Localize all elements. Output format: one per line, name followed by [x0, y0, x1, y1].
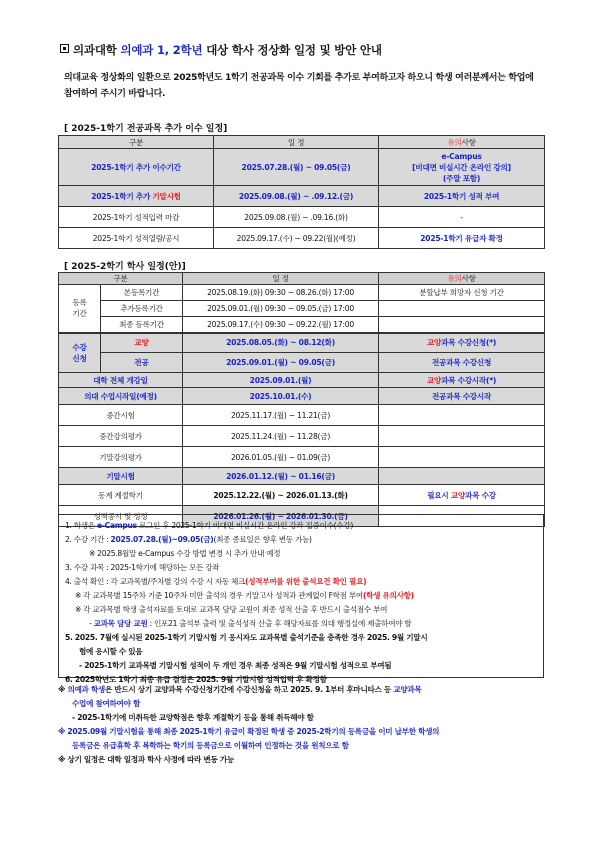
- section2-heading: [ 2025-2학기 학사 일정(안)]: [64, 262, 186, 272]
- course-group-cell: 수강 신청: [59, 333, 101, 373]
- table-row: 대학 전체 개강일 2025.09.01.(월) 교양과목 수강시작(*): [59, 373, 545, 388]
- footer-note-1: ※ 의예과 학생은 반드시 상기 교양과목 수강신청기간에 수강신청을 하고 2025. 9. 1부터 후마니타스 등 교양과목: [58, 685, 422, 694]
- note-1: 1. 학생은 e-Campus 로그인 후 2025-1학기 비대면 비실시간 온라인 강좌 집중이수(수강): [65, 521, 354, 530]
- note-5-sub: - 2025-1학기 교과목별 기말시험 성적이 두 개인 경우 최종 성적은 9월 기말시험 성적으로 부여됨: [79, 661, 392, 670]
- note-2: 2. 수강 기간 : 2025.07.28.(월)~09.05(금)(최종 종료일은 향후 변동 가능): [65, 535, 312, 544]
- footer-note-3-line1: ※ 2025.09월 기말시험을 통해 최종 2025-1학기 유급이 확정된 학생 중 2025-2학기의 등록금을 이미 납부한 학생의: [58, 727, 440, 736]
- section1-heading: [ 2025-1학기 전공과목 추가 이수 일정]: [64, 124, 228, 134]
- table-row: 성적공시 및 정정 2026.01.26.(월) ~ 2026.01.30.(금): [59, 506, 545, 527]
- table-row: 추가등록기간 2025.09.01.(월) 09:30 ~ 09.05.(금) 17:00: [59, 301, 545, 317]
- note-4-sub2: ※ 각 교과목별 학생 출석자료를 토대로 교과목 담당 교원이 최종 성적 산출 후 반드시 출석점수 부여: [75, 605, 388, 614]
- table-row: 수강 신청 교양 2025.08.05.(화) ~ 08.12(화) 교양과목 수강신청(*): [59, 333, 545, 353]
- square-bullet-icon: [60, 44, 69, 53]
- section2-table: [58, 272, 545, 527]
- table-row: 기말시험 2026.01.12.(월) ~ 01.16(금): [59, 468, 545, 485]
- table-row: 기말강의평가 2026.01.05.(월) ~ 01.09(금): [59, 447, 545, 468]
- note-2-sub: ※ 2025.8월말 e-Campus 수강 방법 변경 시 추가 안내 예정: [89, 549, 281, 558]
- reg-group-cell: 등록 기간: [59, 285, 101, 333]
- note-4: 4. 출석 확인 : 각 교과목별/주차별 강의 수강 시 자동 체크(성적부여를 위한 출석요건 확인 필요): [65, 577, 367, 586]
- footer-note-1-line2: 수업에 참여하여야 함: [72, 699, 141, 708]
- note-5-line2: 험에 응시할 수 있음: [79, 647, 143, 656]
- note-5-line1: 5. 2025. 7월에 실시된 2025-1학기 기말시험 기 응시자도 교과목별 출석기준을 충족한 경우 2025. 9월 기말시: [65, 633, 428, 642]
- table-row: 2025-1학기 성적입력 마감 2025.09.08.(월) ~ .09.16.(화) -: [59, 207, 545, 228]
- intro-paragraph: 의대교육 정상화의 일환으로 2025학년도 1학기 전공과목 이수 기회를 추가로 부여하고자 하오니 학생 여러분께서는 학업에 참여하여 주시기 바랍니다.: [64, 73, 534, 99]
- table-row: 중간시험 2025.11.17.(월) ~ 11.21(금): [59, 405, 545, 426]
- table-header: 구분 일 정 유의사항: [59, 273, 545, 285]
- footer-notes: [58, 683, 548, 767]
- page-title: 의과대학 의예과 1, 2학년 대상 학사 정상화 일정 및 방안 안내: [60, 42, 382, 58]
- table-row: 동계 계절학기 2025.12.22.(월) ~ 2026.01.13.(화) 필요시 교양과목 수강: [59, 485, 545, 506]
- note-6: 6. 2025학년도 1학기 최종 유급 결정은 2025. 9월 기말시험 성적입력 후 확정함: [65, 675, 327, 684]
- table-row: 2025-1학기 성적열람/공시 2025.09.17.(수) ~ 09.22(월)(예정) 2025-1학기 유급자 확정: [59, 228, 545, 249]
- table-row: 2025-1학기 추가 이수기간 2025.07.28.(월) ~ 09.05(금) e-Campus [비대면 비실시간 온라인 강의] (주말 포함): [59, 149, 545, 186]
- notes-box: [58, 514, 544, 684]
- note-4-sub3: - 교과목 담당 교원 : 인포21 출석부 출력 및 출석성적 산출 후 해당자료를 의대 행정실에 제출하여야 함: [89, 619, 412, 628]
- section1-table: [58, 135, 545, 249]
- table-row: 중간강의평가 2025.11.24.(월) ~ 11.28(금): [59, 426, 545, 447]
- note-3: 3. 수강 과목 : 2025-1학기에 해당하는 모든 강좌: [65, 563, 220, 572]
- table-row: 전공 2025.09.01.(월) ~ 09.05(금) 전공과목 수강신청: [59, 353, 545, 373]
- note-4-sub1: ※ 각 교과목별 15주차 기준 10주차 미만 출석의 경우 기말고사 성적과 관계없이 F학점 부여(학생 유의사항): [75, 591, 414, 600]
- table-row: 등록 기간 본등록기간 2025.08.19.(화) 09:30 ~ 08.26.(화) 17:00 분할납부 희망자 신청 기간: [59, 285, 545, 301]
- footer-note-3-line2: 등록금은 유급휴학 후 복학하는 학기의 등록금으로 이월하여 인정하는 것을 원칙으로 함: [72, 741, 349, 750]
- table-row: 최종 등록기간 2025.09.17.(수) 09:30 ~ 09.22.(월) 17:00: [59, 317, 545, 333]
- table-header: 구분 일 정 유의사항: [59, 136, 545, 149]
- footer-note-2: - 2025-1학기에 미취득한 교양학점은 향후 계절학기 등을 통해 취득해야 함: [72, 713, 314, 722]
- footer-note-4: ※ 상기 일정은 대학 일정과 학사 사정에 따라 변동 가능: [58, 755, 234, 764]
- table-row: 2025-1학기 추가 기말시험 2025.09.08.(월) ~ .09.12.(금) 2025-1학기 성적 부여: [59, 186, 545, 207]
- table-row: 의대 수업시작일(예정) 2025.10.01.(수) 전공과목 수강시작: [59, 388, 545, 405]
